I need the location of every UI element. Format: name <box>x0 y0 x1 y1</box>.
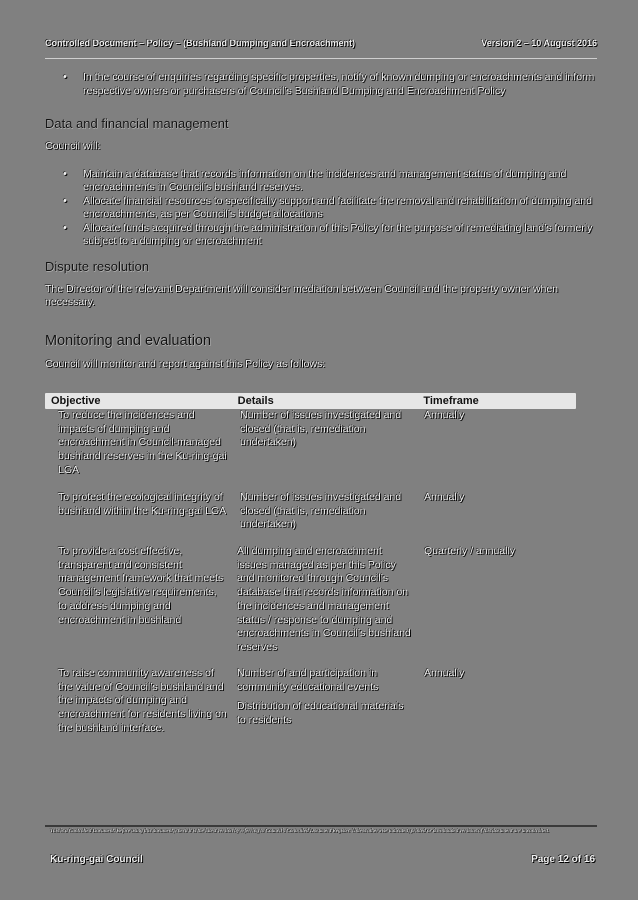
cell-objective: To protect the ecological integrity of bushland within the Ku-ring-gai LGA <box>58 491 227 517</box>
monitoring-table <box>45 393 576 736</box>
detail-text: Number of issues investigated and closed (that is, remediation undertaken) <box>240 409 402 449</box>
page-content <box>45 70 597 371</box>
section-heading-dispute: Dispute resolution <box>45 258 150 274</box>
data-financial-bullet-list <box>45 168 597 249</box>
column-header-details: Details <box>237 395 274 407</box>
cell-objective: To reduce the incidences and impacts of dumping and encroachment in Council-managed bushland reserves in the Ku-ring-gai LGA <box>58 409 227 476</box>
section-heading-data-financial: Data and financial management <box>45 116 229 131</box>
column-header-objective: Objective <box>51 395 101 407</box>
monitoring-lead: Council will monitor and report against this Policy as follows: <box>45 357 326 370</box>
footer-divider <box>45 825 597 827</box>
table-row <box>45 491 576 545</box>
cell-objective: To raise community awareness of the value of Council’s bushland and the impacts of dumping and encroachment for residents living on the bushland interface. <box>58 667 227 734</box>
cell-timeframe: Annually <box>424 491 465 503</box>
bullet-item: • Maintain a database that records information on the incidences and management status of dumping and encroachments in Council’s bushland reserves. <box>83 168 597 195</box>
cell-objective: To provide a cost effective, transparent and consistent management framework that meets Council’s legislative requirements, to address dumping and encroachment in bushland <box>58 545 224 626</box>
data-financial-lead: Council will: <box>45 140 101 152</box>
table-row <box>45 545 576 667</box>
bullet-item: • Allocate funds acquired through the administration of this Policy for the purpose of remediating land’s formerly subject to a dumping or encroachment <box>83 222 597 249</box>
cell-details <box>232 667 418 736</box>
cell-details <box>232 491 418 545</box>
detail-text: Number of issues investigated and closed (that is, remediation undertaken) <box>240 491 402 531</box>
page-header <box>45 38 597 48</box>
page-footer <box>50 854 595 865</box>
document-title: Controlled Document – Policy – (Bushland Dumping and Encroachment) <box>45 38 356 48</box>
cell-timeframe: Annually <box>424 667 465 679</box>
detail-text: All dumping and encroachment issues managed as per this Policy and monitored through Council’s database that records information on the incidences and management status / response to dumping and encroachments in Council’s bushland reserves <box>237 545 411 653</box>
cell-details <box>232 545 418 667</box>
header-divider <box>45 58 597 59</box>
organisation-name: Ku-ring-gai Council <box>50 854 143 865</box>
bullet-item: • Allocate financial resources to specifically support and facilitate the removal and rehabilitation of dumping and encroachments, as per Council’s budget allocations <box>83 195 597 222</box>
controlled-document-note: This is a Controlled Document. Before using this document, check it is the latest version by referring to Council’s Controlled Document Register. Unless otherwise indicated, printed or downloaded versions of this document are uncontrolled. <box>50 828 550 834</box>
table-row <box>45 409 576 491</box>
table-row <box>45 667 576 736</box>
document-version: Version 2 – 10 August 2016 <box>481 38 597 48</box>
cell-timeframe: Annually <box>424 409 465 421</box>
page-number: Page 12 of 16 <box>531 854 595 865</box>
cell-details <box>232 409 418 491</box>
detail-text: Distribution of educational materials to residents <box>237 700 404 727</box>
column-header-timeframe: Timeframe <box>423 395 479 407</box>
bullet-item: • In the course of enquiries regarding specific properties, notify of known dumping or encroachments and inform respective owners or purchasers of Council’s Bushland Dumping and Encroachment Policy <box>83 71 597 98</box>
intro-bullet-list <box>45 71 597 98</box>
section-heading-monitoring: Monitoring and evaluation <box>45 332 212 349</box>
dispute-body: The Director of the relevant Department will consider mediation between Council and the property owner when necessary. <box>45 282 559 308</box>
detail-text: Number of and participation in community educational events <box>237 667 379 693</box>
cell-timeframe: Quarterly / annually <box>424 545 516 557</box>
table-header <box>45 393 576 409</box>
